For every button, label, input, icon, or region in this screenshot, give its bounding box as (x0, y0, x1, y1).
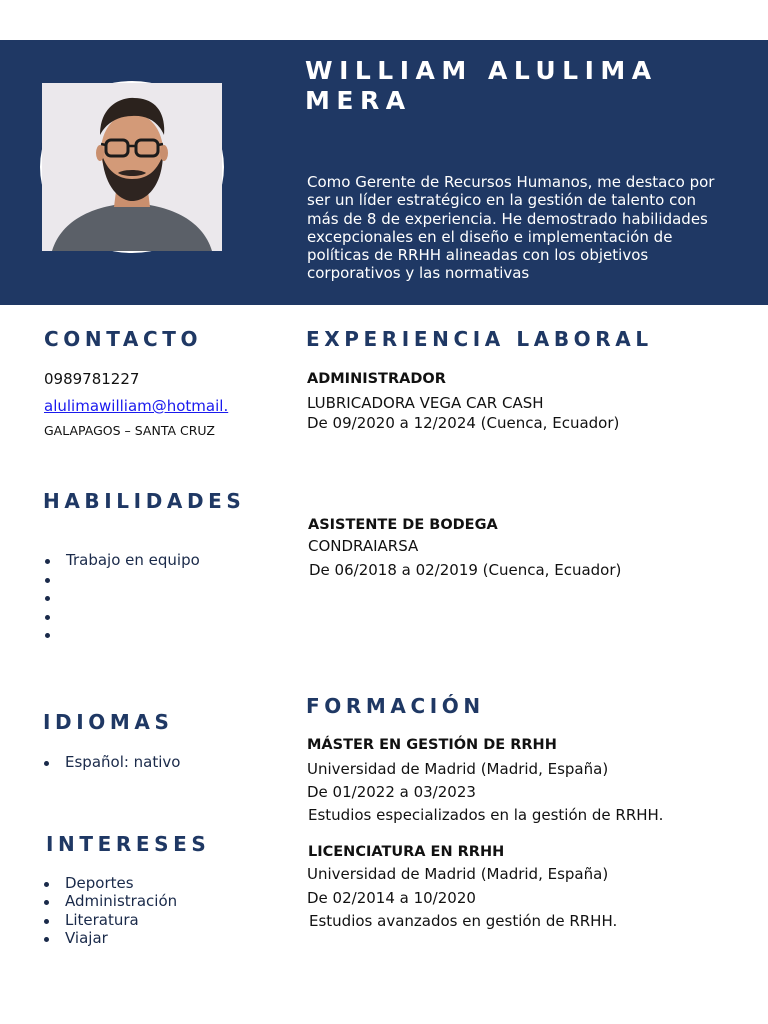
candidate-name: WILLIAM ALULIMA MERA (305, 56, 658, 115)
job-role: ASISTENTE DE BODEGA (308, 517, 498, 533)
list-item (42, 607, 200, 626)
list-item: Español: nativo (41, 753, 180, 772)
contact-phone: 0989781227 (44, 370, 140, 388)
list-item (42, 570, 200, 589)
list-item: Administración (41, 892, 177, 910)
profile-photo (40, 81, 224, 253)
skills-list (42, 551, 200, 644)
education-description: Estudios especializados en la gestión de RRHH. (308, 806, 664, 824)
job-period: De 09/2020 a 12/2024 (Cuenca, Ecuador) (307, 414, 620, 432)
education-school: Universidad de Madrid (Madrid, España) (307, 760, 609, 778)
experience-heading: EXPERIENCIA LABORAL (306, 327, 653, 351)
education-heading: FORMACIÓN (306, 694, 485, 718)
contact-address: GALAPAGOS – SANTA CRUZ (44, 423, 215, 438)
languages-list (41, 753, 180, 772)
list-item (42, 625, 200, 644)
education-degree: LICENCIATURA EN RRHH (308, 844, 505, 860)
education-school: Universidad de Madrid (Madrid, España) (307, 865, 609, 883)
list-item: Literatura (41, 911, 177, 929)
education-degree: MÁSTER EN GESTIÓN DE RRHH (307, 737, 557, 753)
job-company: LUBRICADORA VEGA CAR CASH (307, 394, 544, 412)
education-description: Estudios avanzados en gestión de RRHH. (309, 912, 618, 930)
job-period: De 06/2018 a 02/2019 (Cuenca, Ecuador) (309, 561, 622, 579)
education-period: De 01/2022 a 03/2023 (307, 783, 476, 801)
job-company: CONDRAIARSA (308, 537, 419, 555)
job-role: ADMINISTRADOR (307, 371, 446, 387)
profile-summary: Como Gerente de Recursos Humanos, me destaco por ser un líder estratégico en la gestión de talento con más de 8 de experiencia. He demostrado habilidades excepcionales en el diseño e implementación de políticas de RRHH alineadas con los objetivos corporativos y las normativas (307, 173, 715, 283)
contact-heading: CONTACTO (44, 327, 203, 351)
list-item: Viajar (41, 929, 177, 947)
skills-heading: HABILIDADES (43, 489, 246, 513)
list-item: Deportes (41, 874, 177, 892)
education-period: De 02/2014 a 10/2020 (307, 889, 476, 907)
list-item: Trabajo en equipo (42, 551, 200, 570)
interests-heading: INTERESES (46, 832, 211, 856)
contact-email-link[interactable]: alulimawilliam@hotmail. (44, 397, 229, 415)
interests-list (41, 874, 177, 947)
list-item (42, 588, 200, 607)
languages-heading: IDIOMAS (43, 710, 174, 734)
